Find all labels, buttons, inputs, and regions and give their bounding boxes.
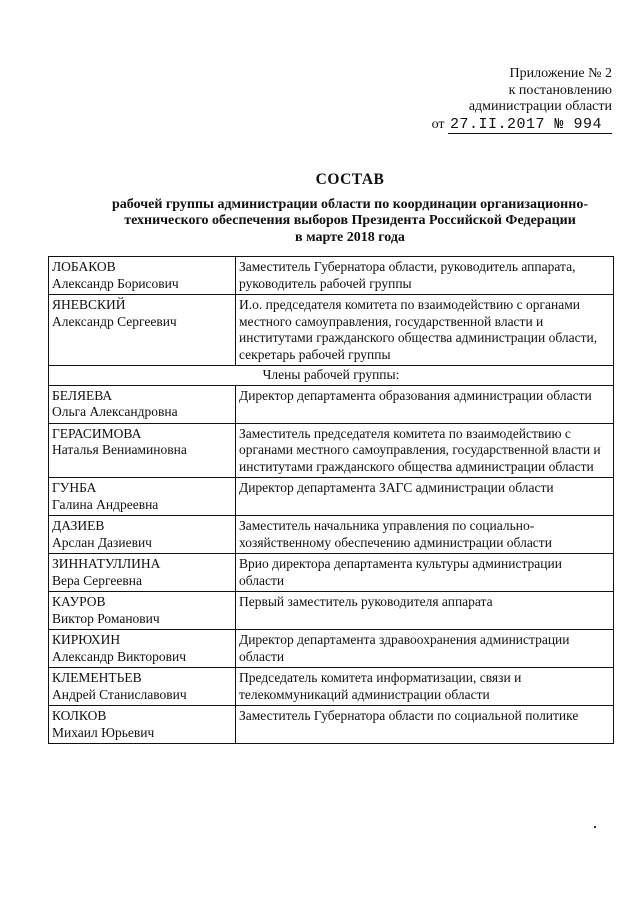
title-heading: СОСТАВ xyxy=(315,171,385,188)
scan-speck xyxy=(594,826,596,828)
appendix-number: Приложение № 2 xyxy=(509,66,612,81)
member-given-names: Андрей Станиславович xyxy=(52,686,187,702)
table-row xyxy=(49,706,614,744)
member-given-names: Ольга Александровна xyxy=(52,404,178,419)
member-surname: КАУРОВ xyxy=(52,594,106,609)
title-line-2: технического обеспечения выборов Президента Российской Федерации xyxy=(124,213,576,228)
date-prefix: от xyxy=(431,116,445,132)
member-given-names: Александр Борисович xyxy=(52,275,179,291)
member-given-names: Арслан Дазиевич xyxy=(52,534,152,550)
member-name-cell xyxy=(49,630,236,668)
member-name-cell xyxy=(49,385,236,423)
table-row xyxy=(49,630,614,668)
member-surname: КИРЮХИН xyxy=(52,632,121,647)
member-surname: ГУНБА xyxy=(52,480,97,495)
member-surname: ЛОБАКОВ xyxy=(52,259,116,274)
member-name-cell xyxy=(49,423,236,478)
appendix-reference: к постановлению xyxy=(508,82,612,98)
member-name-cell xyxy=(49,706,236,744)
table-row xyxy=(49,592,614,630)
table-row xyxy=(49,668,614,706)
member-position: Врио директора департамента культуры администрации области xyxy=(236,554,614,592)
member-position: Директор департамента образования администрации области xyxy=(236,385,614,423)
member-position: Заместитель начальника управления по социально-хозяйственному обеспечению администрации области xyxy=(236,516,614,554)
member-surname: ЗИННАТУЛЛИНА xyxy=(52,556,161,571)
table-row xyxy=(49,554,614,592)
working-group-table xyxy=(48,256,614,744)
table-body xyxy=(49,257,614,744)
member-position: Заместитель Губернатора области, руководитель аппарата, руководитель рабочей группы xyxy=(236,257,614,295)
appendix-authority: администрации области xyxy=(468,99,612,114)
member-surname: БЕЛЯЕВА xyxy=(52,387,113,403)
title-line-1: рабочей группы администрации области по координации организационно- xyxy=(112,196,588,212)
member-name-cell xyxy=(49,516,236,554)
table-row xyxy=(49,257,614,295)
member-name-cell xyxy=(49,295,236,366)
appendix-block xyxy=(432,66,612,134)
member-given-names: Наталья Вениаминовна xyxy=(52,442,187,457)
member-given-names: Виктор Романович xyxy=(52,610,160,626)
table-row xyxy=(49,295,614,366)
member-given-names: Михаил Юрьевич xyxy=(52,724,155,740)
member-given-names: Вера Сергеевна xyxy=(52,572,142,588)
member-surname: ЯНЕВСКИЙ xyxy=(52,297,126,312)
members-section-row xyxy=(49,366,614,386)
member-surname: КЛЕМЕНТЬЕВ xyxy=(52,670,142,685)
member-position: Председатель комитета информатизации, связи и телекоммуникаций администрации области xyxy=(236,668,614,706)
member-surname: ДАЗИЕВ xyxy=(52,518,105,533)
member-position: Директор департамента ЗАГС администрации области xyxy=(236,478,614,516)
member-name-cell xyxy=(49,554,236,592)
appendix-date-line xyxy=(432,117,612,135)
table-row xyxy=(49,385,614,423)
document-title xyxy=(70,172,630,246)
title-line-3: в марте 2018 года xyxy=(295,229,405,245)
member-name-cell xyxy=(49,478,236,516)
member-name-cell xyxy=(49,592,236,630)
member-surname: ГЕРАСИМОВА xyxy=(52,425,142,441)
member-name-cell xyxy=(49,257,236,295)
members-section-header: Члены рабочей группы: xyxy=(49,366,614,386)
member-given-names: Александр Сергеевич xyxy=(52,313,177,329)
member-surname: КОЛКОВ xyxy=(52,708,107,723)
member-name-cell xyxy=(49,668,236,706)
table-row xyxy=(49,423,614,478)
member-position: Заместитель Губернатора области по социальной политике xyxy=(236,706,614,744)
member-position: Первый заместитель руководителя аппарата xyxy=(236,592,614,630)
table-row xyxy=(49,478,614,516)
member-position: И.о. председателя комитета по взаимодействию с органами местного самоуправления, государственной власти и институтами гражданского общества администрации области, секретарь рабочей группы xyxy=(236,295,614,366)
table-row xyxy=(49,516,614,554)
member-position: Директор департамента здравоохранения администрации области xyxy=(236,630,614,668)
member-given-names: Александр Викторович xyxy=(52,648,187,664)
decree-date-number: 27.II.2017 № 994 xyxy=(448,117,612,135)
member-position: Заместитель председателя комитета по взаимодействию с органами местного самоуправления, государственной власти и институтами гражданского общества администрации области xyxy=(236,423,614,478)
member-given-names: Галина Андреевна xyxy=(52,496,159,512)
